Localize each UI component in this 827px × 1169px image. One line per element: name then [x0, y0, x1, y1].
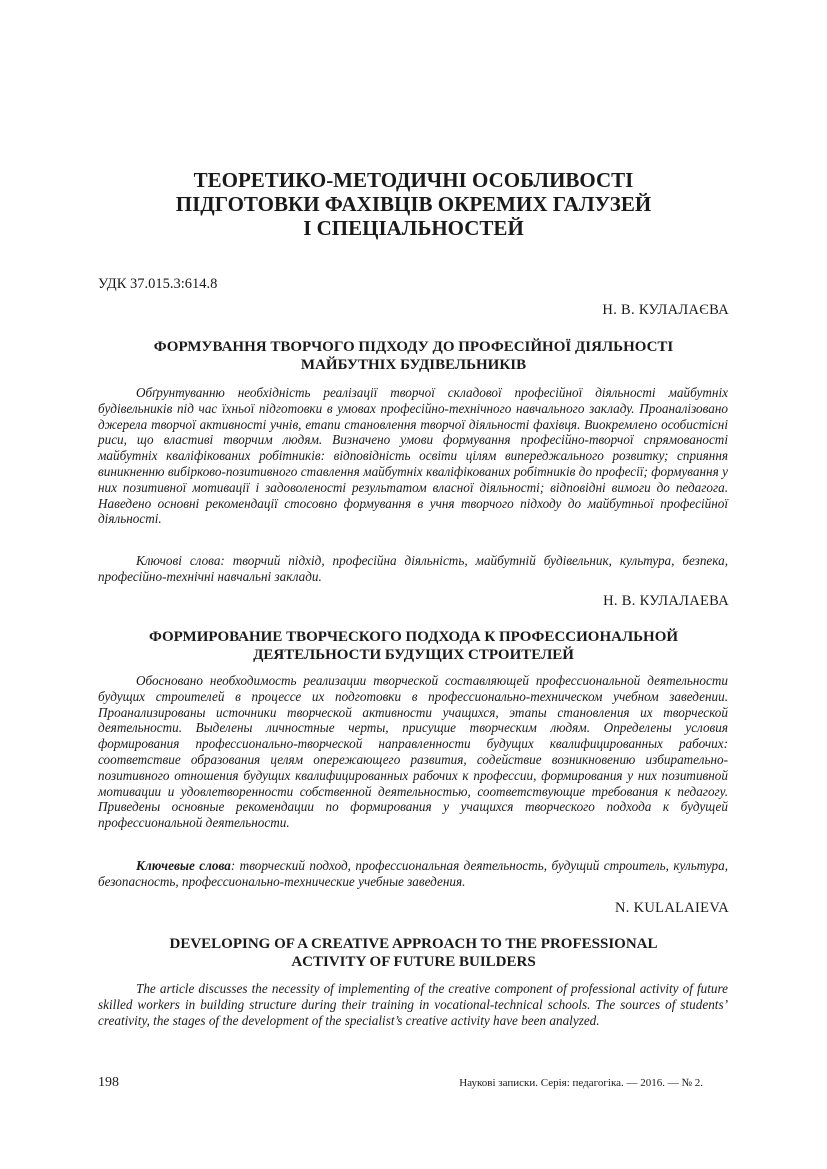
author-russian: Н. В. КУЛАЛАЕВА [603, 593, 729, 609]
udk-code: УДК 37.015.3:614.8 [98, 276, 218, 292]
abstract-ukrainian: Обґрунтуванню необхідність реалізації творчої складової професійної діяльності майбутніх будівельників під час їхньої підготовки в умовах професійно-технічного навчального закладу. Проаналізовано джерела творчої активності учнів, етапи становлення творчої діяльності фахівця. Виокремлено особистісні риси, що властиві творчим людям. Визначено умови формування професійно-творчої спрямованості майбутніх кваліфікованих робітників: відповідність освіти цілям випереджального розвитку; сприяння виникненню вибірково-позитивного ставлення майбутніх кваліфікованих робітників до професії; формування у них позитивної мотивації і задоволеності результатом власної діяльності; відповідні вимоги до педагога. Наведено основні рекомендації стосовно формування в учня творчого підходу до майбутньої професійної діяльності. [98, 385, 728, 527]
article-title-ukrainian-line-1: ФОРМУВАННЯ ТВОРЧОГО ПІДХОДУ ДО ПРОФЕСІЙНОЇ ДІЯЛЬНОСТІ [153, 339, 674, 355]
article-title-russian-line-1: ФОРМИРОВАНИЕ ТВОРЧЕСКОГО ПОДХОДА К ПРОФЕССИОНАЛЬНОЙ [148, 629, 679, 645]
abstract-english: The article discusses the necessity of implementing of the creative component of professional activity of future skilled workers in building structure during their training in vocational-technical schools. The sources of students’ creativity, the stages of the development of the specialist’s creative activity have been analyzed. [98, 981, 728, 1028]
author-english: N. KULALAIEVA [615, 900, 729, 916]
keywords-ukrainian: Ключові слова: творчий підхід, професійна діяльність, майбутній будівельник, культура, безпека, професійно-технічні навчальні заклади. [98, 553, 728, 584]
keywords-russian-label: Ключевые слова [136, 858, 231, 873]
section-heading-line-3: І СПЕЦІАЛЬНОСТЕЙ [303, 216, 524, 240]
keywords-russian [98, 858, 728, 890]
article-title-ukrainian [100, 338, 727, 374]
abstract-russian: Обосновано необходимость реализации творческой составляющей профессиональной деятельности будущих строителей в процессе их подготовки в профессионально-техническом учебном заведении. Проанализированы источники творческой активности учащихся, этапы становления их творческой деятельности. Выделены личностные черты, присущие творческим людям. Определены условия формирования профессионально-творческой направленности будущих квалифицированных рабочих: соответствие образования целям опережающего развития, содействие возникновению избирательно-позитивного отношения будущих квалифицированных рабочих к профессии, формирования у них позитивной мотивации и удовлетворенности собственной деятельностью, соответствующие требования к педагогу. Приведены основные рекомендации по формирования у учащихся творческого подхода к будущей профессиональной деятельности. [98, 673, 728, 831]
article-title-english [100, 935, 727, 971]
article-title-english-line-2: ACTIVITY OF FUTURE BUILDERS [291, 954, 536, 970]
page-number: 198 [98, 1075, 119, 1090]
section-heading-line-2: ПІДГОТОВКИ ФАХІВЦІВ ОКРЕМИХ ГАЛУЗЕЙ [175, 192, 652, 216]
author-ukrainian: Н. В. КУЛАЛАЄВА [602, 302, 729, 318]
section-heading-line-1: ТЕОРЕТИКО-МЕТОДИЧНІ ОСОБЛИВОСТІ [193, 168, 634, 192]
article-title-russian-line-2: ДЕЯТЕЛЬНОСТИ БУДУЩИХ СТРОИТЕЛЕЙ [253, 647, 574, 663]
article-title-ukrainian-line-2: МАЙБУТНІХ БУДІВЕЛЬНИКІВ [300, 357, 527, 373]
keywords-russian-text: : творческий подход, профессиональная деятельность, будущий строитель, культура, безопасность, профессионально-технические учебные заведения. [98, 858, 728, 889]
article-title-russian [100, 628, 727, 664]
section-heading [100, 168, 727, 240]
article-title-english-line-1: DEVELOPING OF A CREATIVE APPROACH TO THE PROFESSIONAL [169, 936, 658, 952]
journal-citation: Наукові записки. Серія: педагогіка. — 2016. — № 2. [459, 1077, 703, 1089]
